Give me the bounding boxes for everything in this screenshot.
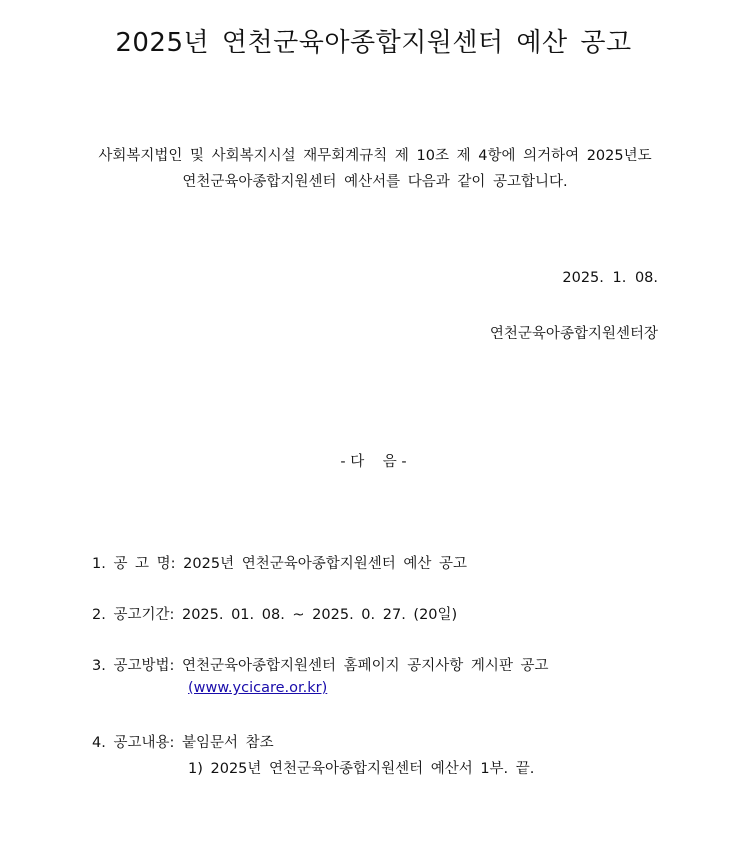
item-announcement-name: 1. 공 고 명: 2025년 연천군육아종합지원센터 예산 공고 [92,556,468,572]
intro-paragraph [60,143,690,195]
section-separator: - 다 음 - [340,454,407,470]
item-announcement-period: 2. 공고기간: 2025. 01. 08. ~ 2025. 0. 27. (20일) [92,607,458,623]
signer: 연천군육아종합지원센터장 [489,326,658,342]
intro-line-1: 사회복지법인 및 사회복지시설 재무회계규칙 제 10조 제 4항에 의거하여 2025년도 [98,148,652,164]
page-title: 2025년 연천군육아종합지원센터 예산 공고 [115,28,632,58]
attachment-detail: 1) 2025년 연천군육아종합지원센터 예산서 1부. 끝. [188,761,535,777]
item-announcement-method: 3. 공고방법: 연천군육아종합지원센터 홈페이지 공지사항 게시판 공고 [92,658,549,674]
intro-line-2: 연천군육아종합지원센터 예산서를 다음과 같이 공고합니다. [182,174,568,190]
announcement-date: 2025. 1. 08. [562,270,658,286]
item-announcement-content: 4. 공고내용: 붙임문서 참조 [92,735,274,751]
website-link[interactable]: (www.ycicare.or.kr) [188,680,328,696]
